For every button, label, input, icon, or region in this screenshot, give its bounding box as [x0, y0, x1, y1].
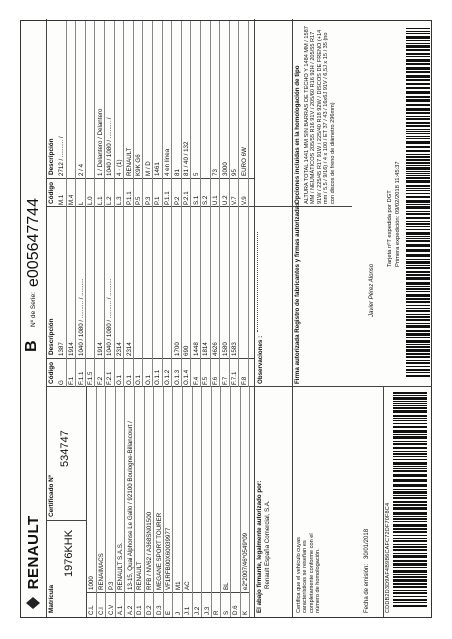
field-value: 4 en línea	[163, 148, 171, 176]
right-table-row	[105, 21, 115, 207]
left-table-row	[87, 387, 97, 617]
field-value: 1040 / 1080 / .......... /	[106, 117, 114, 176]
left-table-row	[202, 387, 212, 617]
field-value: 73	[211, 169, 219, 176]
owner-value: Renault España Comercial, S.A.	[264, 500, 271, 589]
cert-number: 534747	[59, 430, 71, 467]
field-value: RENAULT S.A.S.	[117, 542, 125, 590]
field-value: 1461	[154, 162, 162, 176]
owner-label: El abajo firmante, legalmente autorizado por:	[256, 480, 263, 613]
right-table-row	[76, 21, 86, 207]
mid-table-row	[143, 207, 153, 387]
left-table-row	[125, 387, 135, 617]
left-table-row	[212, 387, 222, 617]
matricula-value: 1976KHK	[63, 529, 75, 577]
opciones-text: ALTURA TOTAL 1441 MM SIN BARRAS DE TECHO Y 1484 MM / 1587 MM / NEUMÁTICOS 205/55 R16 91V / 205/60 R16 92H / 205/55 R17 91W / 225/45 R17 91W / 225/40 R18 92W / DISCOS DE FRENO (+14 mm / 5.5 / 9/16) / 4 x 100 / ET 37 / 43 / 16x6J 91V / 6,5J x 15 / 35 (no con discos de freno de diámetro 296mm)	[304, 26, 336, 204]
date-label: Fecha de emisión:	[364, 563, 370, 613]
field-value: RENAIMACS	[97, 553, 105, 590]
mid-table-row	[67, 207, 77, 387]
field-code: U.1	[211, 195, 219, 205]
field-code: D.1	[136, 605, 144, 615]
right-table-row	[95, 21, 105, 207]
field-value: 4 · (1)	[115, 159, 123, 176]
field-code: A.2	[126, 605, 134, 615]
field-value: 1387	[58, 342, 66, 356]
left-table-row	[164, 387, 174, 617]
right-table-row	[124, 21, 134, 207]
field-code: J.2	[193, 606, 201, 615]
field-code: O.1	[125, 375, 133, 385]
field-value: 95	[231, 169, 239, 176]
field-code: L.1	[96, 196, 104, 205]
mid-table-row	[153, 207, 163, 387]
mid-table-row	[172, 207, 182, 387]
field-code: C.I	[97, 607, 105, 615]
mid-code-label: Código	[48, 361, 55, 384]
field-code: V.9	[240, 196, 248, 205]
right-table-row	[182, 21, 192, 207]
field-value: 2314	[115, 342, 123, 356]
field-code: M.1	[58, 194, 66, 205]
mid-table-row	[201, 207, 211, 387]
field-code: F.6	[211, 376, 219, 385]
mid-table-row	[191, 207, 201, 387]
firma-label: Firma autorizada Registro de fabricantes y firmas autorizadas	[294, 202, 301, 384]
field-code: O.1.1	[154, 369, 162, 385]
observaciones-value	[257, 232, 258, 332]
mid-table-row	[182, 207, 192, 387]
field-code: P.5	[135, 196, 143, 205]
mid-table-row	[220, 207, 230, 387]
field-code: O.1.2	[163, 369, 171, 385]
field-code: J	[174, 611, 182, 615]
field-value: M1	[174, 581, 182, 590]
field-value: 1700	[173, 342, 181, 356]
field-value: 2 / 4	[77, 163, 85, 176]
field-value: RENAULT	[136, 561, 144, 590]
field-code: F.2	[96, 376, 104, 385]
expedicion-text: Primera expedición: 09/02/2018 11:45:37	[395, 161, 401, 267]
right-code-label: Código	[48, 181, 55, 204]
field-code: P.2	[173, 196, 181, 205]
field-code: R	[213, 610, 221, 615]
field-value: 1580	[221, 342, 229, 356]
field-code: F.1.5	[87, 371, 95, 385]
right-table-row	[153, 21, 163, 207]
observaciones-label: Observaciones :	[257, 335, 264, 384]
field-code: C.V	[107, 604, 115, 615]
field-value: 2314	[125, 342, 133, 356]
field-code: F.4	[192, 376, 200, 385]
left-table-row	[145, 387, 155, 617]
field-value: VF1RFB00X60039977	[165, 527, 173, 590]
mid-table-row	[105, 207, 115, 387]
field-code: S.1	[192, 195, 200, 205]
right-table-row	[220, 21, 230, 207]
left-table-row	[221, 387, 231, 617]
field-value: M / D	[144, 161, 152, 176]
field-code: O.1.4	[183, 369, 191, 385]
right-table-row	[86, 21, 96, 207]
field-code: V.7	[231, 196, 239, 205]
field-code: D.2	[145, 605, 153, 615]
left-table-row	[231, 387, 241, 617]
field-code: L.2	[106, 196, 114, 205]
mid-table-row	[134, 207, 144, 387]
right-table-row	[172, 21, 182, 207]
field-code: G	[58, 380, 66, 385]
field-value: 1814	[202, 342, 210, 356]
renault-logo-icon	[26, 597, 40, 609]
field-code: D.6	[232, 605, 240, 615]
right-table-row	[230, 21, 240, 207]
mid-table-row	[76, 207, 86, 387]
field-code: L	[77, 201, 85, 205]
field-code: M.4	[67, 194, 75, 205]
mid-table-row	[230, 207, 240, 387]
mid-desc-label: Descripción	[48, 318, 55, 355]
field-code: O.1	[115, 375, 123, 385]
field-value: 1914	[96, 342, 104, 356]
field-code: P.1	[154, 196, 162, 205]
brand-header	[25, 515, 42, 609]
field-value: 690	[183, 345, 191, 356]
field-value: 1040 / 1080 / .......... / ..........	[77, 278, 85, 356]
right-table-row	[163, 21, 173, 207]
left-table-row	[241, 387, 251, 617]
field-value: RENAULT	[125, 147, 133, 176]
field-value: 5	[192, 172, 200, 176]
field-value: 1583	[231, 342, 239, 356]
mid-table-row	[115, 207, 125, 387]
field-value: 1448	[192, 342, 200, 356]
certify-text: Certifica que el vehículo cuyas características se reseñan es completamente conforme con el número de homologación.	[296, 533, 322, 613]
field-code: J.3	[203, 606, 211, 615]
field-value: AC	[184, 581, 192, 590]
field-code: O.1	[135, 375, 143, 385]
field-value: RFB / NV62 / A368SN01500	[145, 511, 153, 590]
field-value: e2*2007/46*0549*09	[241, 532, 249, 590]
serial-number: e005647744	[25, 198, 42, 287]
field-value: 3000	[221, 162, 229, 176]
left-table-row	[116, 387, 126, 617]
field-value: MEGANE SPORT TOURER	[155, 512, 163, 590]
field-code: P.3	[144, 196, 152, 205]
mid-table-row	[211, 207, 221, 387]
field-code: D.3	[155, 605, 163, 615]
field-code: U.2	[221, 195, 229, 205]
right-table-row	[143, 21, 153, 207]
left-table-row	[97, 387, 107, 617]
left-table-row	[135, 387, 145, 617]
field-value: 1 / Delantero / Delantero	[96, 108, 104, 176]
tarjeta-text: Tarjeta nºT expedida por DGT	[387, 190, 393, 267]
field-code: F.7.1	[231, 371, 239, 385]
right-table-row	[191, 21, 201, 207]
right-desc-label: Descripción	[48, 138, 55, 175]
field-value: 1000	[88, 576, 96, 590]
right-table-row	[115, 21, 125, 207]
field-code: J.1	[184, 606, 192, 615]
field-code: O.1	[144, 375, 152, 385]
field-code: F.7	[221, 376, 229, 385]
field-value: 13-15, Quai Alphonse Le Gallo / 92100 Boulogne-Billancourt /	[126, 421, 134, 590]
right-table-row	[201, 21, 211, 207]
field-code: S.2	[202, 195, 210, 205]
field-value: 1914	[67, 342, 75, 356]
field-code: L.0	[87, 196, 95, 205]
right-table-row	[57, 21, 67, 207]
left-table-row	[106, 387, 116, 617]
right-table-row	[239, 21, 249, 207]
brand-name: RENAULT	[25, 515, 42, 590]
field-code: E	[165, 610, 173, 615]
left-table-row	[173, 387, 183, 617]
field-value: 81	[173, 169, 181, 176]
cert-label: Certificado Nº	[48, 474, 55, 517]
left-table-row	[154, 387, 164, 617]
mid-table-row	[95, 207, 105, 387]
signatory-name: Javier Pérez Alonso	[369, 263, 375, 317]
vehicle-registration-card	[20, 20, 432, 618]
left-table-row	[193, 387, 203, 617]
field-value: K9K G6	[135, 154, 143, 176]
field-value: 1040 / 1080 / .......... / ..........	[106, 278, 114, 356]
field-value: 2712 / .......... /	[58, 136, 66, 176]
barcode-image	[393, 392, 427, 607]
field-value: P.3	[107, 581, 115, 590]
field-code: P.1.1	[125, 191, 133, 205]
left-table-row	[183, 387, 193, 617]
field-value: 4626	[211, 342, 219, 356]
field-code: P.1.1	[163, 191, 171, 205]
right-table-row	[134, 21, 144, 207]
field-code: K	[241, 610, 249, 615]
field-code: C.L	[88, 605, 96, 615]
field-value: 81 / 40 / 132	[183, 141, 191, 176]
field-code: F.1	[67, 376, 75, 385]
serial-label: Nº de Serie:	[30, 292, 37, 327]
field-code: F.5	[202, 376, 210, 385]
opciones-label: Opciones incluidas en la homologación de tipo	[294, 65, 301, 204]
barcode-image-secondary	[406, 27, 430, 377]
barcode-text: CDDB2D3D9AF4B9B6CAFC72DF70F8C4	[385, 502, 391, 613]
field-value: EURO 6W	[240, 147, 248, 176]
field-code: A.1	[117, 605, 125, 615]
mid-table-row	[86, 207, 96, 387]
series-letter: B	[23, 340, 40, 352]
field-code: O.1.3	[173, 369, 181, 385]
mid-table-row	[57, 207, 67, 387]
mid-table-row	[163, 207, 173, 387]
field-code: F.1.1	[77, 371, 85, 385]
field-value: BL	[222, 582, 230, 590]
mid-table-row	[124, 207, 134, 387]
field-code: S	[222, 610, 230, 615]
emission-date: 30/01/2018	[364, 528, 370, 559]
field-code: F.8	[240, 376, 248, 385]
right-table-row	[211, 21, 221, 207]
matricula-label: Matrícula	[48, 584, 55, 613]
field-code: P.2.1	[183, 191, 191, 205]
field-code: L.3	[115, 196, 123, 205]
right-table-row	[67, 21, 77, 207]
mid-table-row	[239, 207, 249, 387]
field-code: F.2.1	[106, 371, 114, 385]
